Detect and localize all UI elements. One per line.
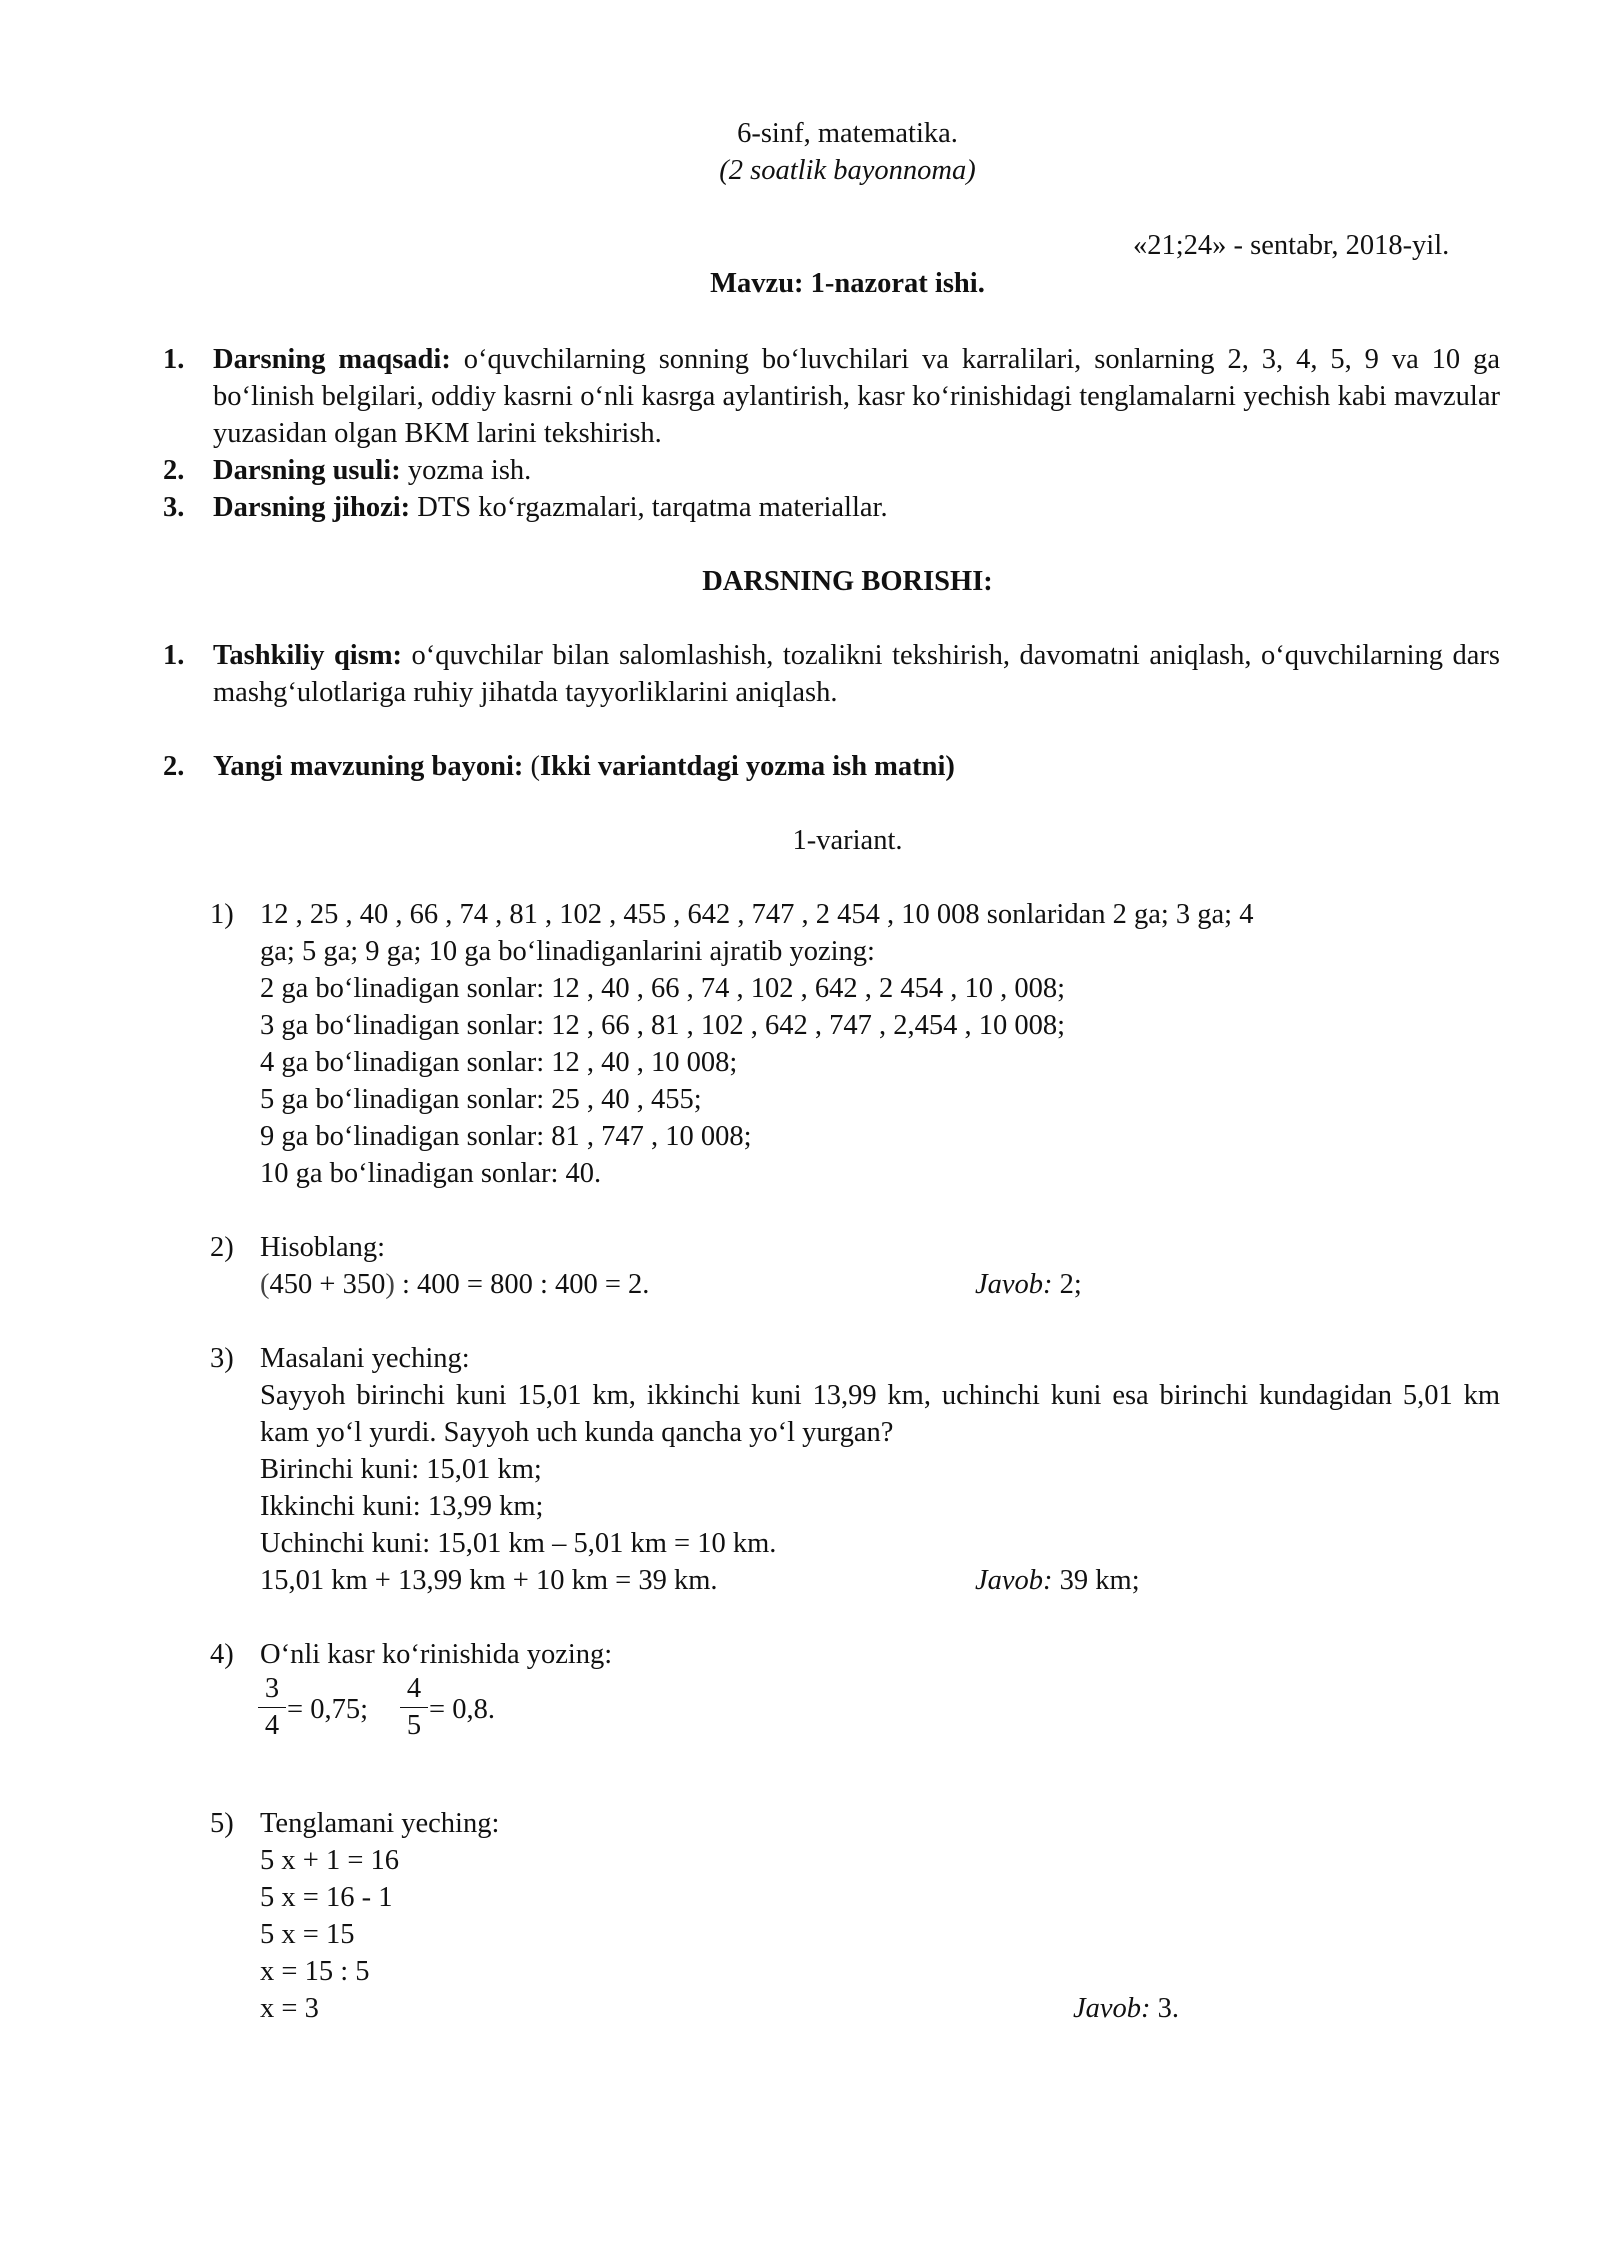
- intro-text: o‘quvchilarning sonning bo‘luvchilari va karralilari, sonlarning 2, 3, 4, 5, 9 va 10 ga bo‘linish belgilari, oddiy kasrni o‘nli kasrga aylantirish, kasr ko‘rinishidagi tenglamalarni yechish kabi mavzular yuzasidan olgan BKM larini tekshirish.: [213, 344, 1500, 449]
- intro-item-equipment: [213, 489, 1500, 526]
- task-3-title: Masalani yeching:: [260, 1343, 470, 1374]
- task-1-answer: 2 ga bo‘linadigan sonlar: 12 , 40 , 66 , 74 , 102 , 642 , 2 454 , 10 , 008;: [260, 973, 1066, 1004]
- task-3-line: Ikkinchi kuni: 13,99 km;: [260, 1491, 544, 1522]
- task-2-answer: [975, 1266, 1082, 1303]
- intro-num-3: 3.: [163, 492, 185, 523]
- fraction-numerator: 4: [400, 1671, 428, 1708]
- step-organizational: [213, 637, 1500, 711]
- task-1-answer: 10 ga bo‘linadigan sonlar: 40.: [260, 1158, 602, 1189]
- task-2-title: Hisoblang:: [260, 1232, 386, 1263]
- task-3-line: 15,01 km + 13,99 km + 10 km = 39 km.: [260, 1565, 718, 1596]
- task-3-line: Birinchi kuni: 15,01 km;: [260, 1454, 542, 1485]
- fraction-2: [400, 1671, 428, 1744]
- intro-item-method: [213, 452, 1500, 489]
- intro-text: DTS ko‘rgazmalari, tarqatma materiallar.: [410, 492, 888, 523]
- task-1-answer: 4 ga bo‘linadigan sonlar: 12 , 40 , 10 008;: [260, 1047, 738, 1078]
- task-5-equation-line: x = 15 : 5: [260, 1956, 370, 1987]
- variant-title: 1-variant.: [792, 825, 903, 856]
- step-label: Tashkiliy qism:: [213, 640, 403, 671]
- task-2-num: 2): [210, 1232, 234, 1263]
- doc-topic: Mavzu: 1-nazorat ishi.: [710, 268, 985, 299]
- task-1-line-2: ga; 5 ga; 9 ga; 10 ga bo‘linadiganlarini ajratib yozing:: [260, 936, 875, 967]
- task-1-line-1: 12 , 25 , 40 , 66 , 74 , 81 , 102 , 455 , 642 , 747 , 2 454 , 10 008 sonlaridan 2 ga; 3 ga; 4: [260, 899, 1254, 930]
- answer-value: 39 km;: [1052, 1565, 1140, 1596]
- answer-label: Javob:: [975, 1565, 1053, 1596]
- task-3-num: 3): [210, 1343, 234, 1374]
- task-4-title: O‘nli kasr ko‘rinishida yozing:: [260, 1639, 613, 1670]
- answer-value: 3.: [1150, 1993, 1180, 2024]
- section-title: DARSNING BORISHI:: [702, 566, 993, 597]
- step-paren: (: [523, 751, 541, 782]
- step-text: o‘quvchilar bilan salomlashish, tozalikni tekshirish, davomatni aniqlash, o‘quvchilarning dars mashg‘ulotlariga ruhiy jihatda tayyorliklarini aniqlash.: [213, 640, 1500, 708]
- intro-num-1: 1.: [163, 344, 185, 375]
- step-label: Yangi mavzuning bayoni:: [213, 751, 524, 782]
- intro-label: Darsning jihozi:: [213, 492, 411, 523]
- task-2-expr-group: 450 + 350: [269, 1269, 386, 1300]
- intro-item-goal: [213, 341, 1500, 452]
- task-5-equation-line: 5 x + 1 = 16: [260, 1845, 400, 1876]
- task-3-answer: [975, 1562, 1140, 1599]
- fraction-2-value: = 0,8.: [429, 1694, 495, 1725]
- task-2-expression: (450 + 350) : 400 = 800 : 400 = 2.: [260, 1269, 650, 1300]
- fraction-1-value: = 0,75;: [287, 1694, 368, 1725]
- fraction-1: [258, 1671, 286, 1744]
- task-1-answer: 5 ga bo‘linadigan sonlar: 25 , 40 , 455;: [260, 1084, 702, 1115]
- fraction-denominator: 4: [264, 1710, 280, 1741]
- task-5-title: Tenglamani yeching:: [260, 1808, 500, 1839]
- step-label-2: Ikki variantdagi yozma ish matni): [540, 751, 955, 782]
- task-3-line: Uchinchi kuni: 15,01 km – 5,01 km = 10 km.: [260, 1528, 777, 1559]
- step-num-2: 2.: [163, 751, 185, 782]
- task-1-num: 1): [210, 899, 234, 930]
- intro-label: Darsning usuli:: [213, 455, 401, 486]
- intro-text: yozma ish.: [400, 455, 532, 486]
- fraction-numerator: 3: [258, 1671, 286, 1708]
- task-5-answer: [1073, 1990, 1179, 2027]
- task-1-answer: 3 ga bo‘linadigan sonlar: 12 , 66 , 81 , 102 , 642 , 747 , 2,454 , 10 008;: [260, 1010, 1066, 1041]
- task-1-answer: 9 ga bo‘linadigan sonlar: 81 , 747 , 10 008;: [260, 1121, 752, 1152]
- task-5-num: 5): [210, 1808, 234, 1839]
- fraction-denominator: 5: [406, 1710, 422, 1741]
- task-5-equation-line: 5 x = 15: [260, 1919, 355, 1950]
- doc-date: «21;24» - sentabr, 2018-yil.: [1133, 230, 1450, 261]
- doc-title: 6-sinf, matematika.: [737, 118, 958, 149]
- task-4-num: 4): [210, 1639, 234, 1670]
- task-3-problem: Sayyoh birinchi kuni 15,01 km, ikkinchi kuni 13,99 km, uchinchi kuni esa birinchi kundagidan 5,01 km kam yo‘l yurdi. Sayyoh uch kunda qancha yo‘l yurgan?: [260, 1380, 1500, 1448]
- step-num-1: 1.: [163, 640, 185, 671]
- task-5-equation-line: 5 x = 16 - 1: [260, 1882, 393, 1913]
- answer-label: Javob:: [1073, 1993, 1151, 2024]
- intro-label: Darsning maqsadi:: [213, 344, 451, 375]
- answer-label: Javob:: [975, 1269, 1053, 1300]
- doc-subtitle: (2 soatlik bayonnoma): [719, 155, 976, 186]
- task-2-expr-rest: : 400 = 800 : 400 = 2.: [394, 1269, 650, 1300]
- task-5-equation-line: x = 3: [260, 1993, 319, 2024]
- intro-num-2: 2.: [163, 455, 185, 486]
- answer-value: 2;: [1052, 1269, 1082, 1300]
- step-new-topic: [213, 748, 1500, 785]
